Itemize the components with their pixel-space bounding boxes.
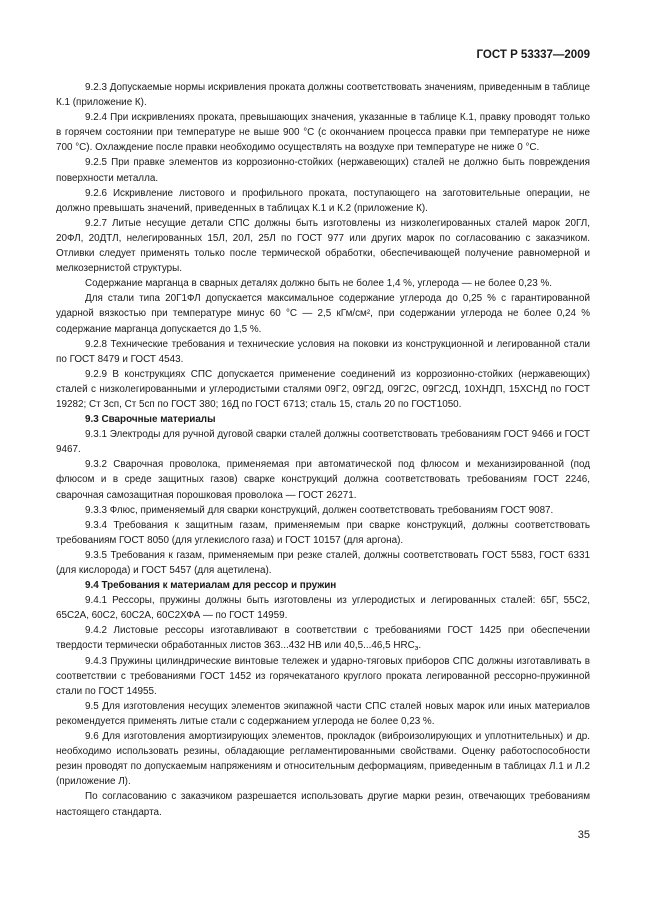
paragraph: 9.3.3 Флюс, применяемый для сварки конструкций, должен соответствовать требованиям ГОСТ 9087. — [85, 504, 554, 516]
paragraph: По согласованию с заказчиком разрешается использовать другие марки резин, отвечающих требованиям настоящего стандарта. — [56, 791, 590, 818]
paragraph: 9.2.8 Технические требования и технические условия на поковки из конструкционной и легированной стали по ГОСТ 8479 и ГОСТ 4543. — [56, 338, 590, 365]
subscript: э — [414, 645, 419, 653]
paragraph: 9.5 Для изготовления несущих элементов экипажной части СПС сталей новых марок или иных материалов рекомендуется применять литые стали с содержанием углерода не более 0,23 %. — [56, 700, 590, 727]
document-header: ГОСТ Р 53337—2009 — [476, 49, 590, 61]
paragraph-tail: . — [418, 640, 422, 652]
paragraph: 9.4.3 Пружины цилиндрические винтовые тележек и ударно-тяговых приборов СПС должны изготавливать в соответствии с требованиями ГОСТ 1452 из горячекатаного круглого проката легированной рессорно-пружинной стали по ГОСТ 14955. — [56, 655, 590, 697]
paragraph: 9.3.2 Сварочная проволока, применяемая при автоматической под флюсом и механизированной (под флюсом и в среде защитных газов) сварке конструкций должна соответствовать требованиям ГОСТ 2246, сварочная самозащитная порошковая проволока — ГОСТ 26271. — [56, 459, 590, 501]
document-body — [56, 80, 590, 820]
section-heading: 9.4 Требования к материалам для рессор и пружин — [85, 580, 337, 592]
paragraph: 9.2.9 В конструкциях СПС допускается применение соединений из коррозионно-стойких (нержавеющих) сталей с низколегированными и углеродистыми сталями 09Г2, 09Г2Д, 09Г2С, 09Г2СД, 10ХНДП, 15ХСНД по ГОСТ 19282; Ст 3сп, Ст 5сп по ГОСТ 380; 16Д по ГОСТ 6713; сталь 15, сталь 20 по ГОСТ1050. — [56, 368, 590, 410]
paragraph: Для стали типа 20Г1ФЛ допускается максимальное содержание углерода до 0,25 % с гарантированной ударной вязкостью при температуре минус 60 °С — 2,5 кГм/см², при содержании углерода не более 0,24 % содержание марганца допускается до 1,5 %. — [56, 293, 590, 335]
paragraph: 9.3.1 Электроды для ручной дуговой сварки сталей должны соответствовать требованиям ГОСТ 9466 и ГОСТ 9467. — [56, 429, 590, 456]
page-number: 35 — [577, 829, 590, 841]
paragraph — [56, 623, 590, 653]
paragraph: Содержание марганца в сварных деталях должно быть не более 1,4 %, углерода — не более 0,23 %. — [85, 278, 553, 290]
paragraph: 9.2.6 Искривление листового и профильного проката, поступающего на заготовительные операции, не должно превышать значений, приведенных в таблицах К.1 и К.2 (приложение К). — [56, 187, 590, 214]
paragraph: 9.4.1 Рессоры, пружины должны быть изготовлены из углеродистых и легированных сталей: 65Г, 55С2, 65С2А, 60С2, 60С2А, 60С2ХФА — по ГОСТ 14959. — [56, 595, 590, 622]
paragraph: 9.6 Для изготовления амортизирующих элементов, прокладок (виброизолирующих и уплотнительных) и др. необходимо использовать резины, обладающие регламентированными свойствами. Оценку работоспособности резин проводят по допускаемым напряжениям и относительным деформациям, приведенным в таблицах Л.1 и Л.2 (приложение Л). — [56, 731, 590, 788]
paragraph: 9.2.4 При искривлениях проката, превышающих значения, указанные в таблице К.1, правку проводят только в горячем состоянии при температуре не выше 900 °С (с окончанием процесса правки при температуре не ниже 700 °С). Охлаждение после правки необходимо осуществлять на воздухе при температуре не ниже 0 °С. — [56, 112, 590, 154]
paragraph: 9.2.3 Допускаемые нормы искривления проката должны соответствовать значениям, приведенным в таблице К.1 (приложение К). — [56, 82, 590, 109]
paragraph: 9.3.4 Требования к защитным газам, применяемым при сварке конструкций, должны соответствовать требованиям ГОСТ 8050 (для углекислого газа) и ГОСТ 10157 (для аргона). — [56, 519, 590, 546]
section-heading: 9.3 Сварочные материалы — [85, 414, 216, 426]
paragraph: 9.2.7 Литые несущие детали СПС должны быть изготовлены из низколегированных сталей марок 20ГЛ, 20ФЛ, 20ДТЛ, нелегированных 15Л, 20Л, 25Л по ГОСТ 977 или других марок по согласованию с заказчиком. Отливки следует применять только после термической обработки, обеспечивающей получение равномерной и мелкозернистой структуры. — [56, 217, 590, 275]
paragraph: 9.3.5 Требования к газам, применяемым при резке сталей, должны соответствовать ГОСТ 5583, ГОСТ 6331 (для кислорода) и ГОСТ 5457 (для ацетилена). — [56, 549, 590, 576]
paragraph: 9.2.5 При правке элементов из коррозионно-стойких (нержавеющих) сталей не должно быть повреждения поверхности металла. — [56, 157, 590, 184]
paragraph-text: 9.4.2 Листовые рессоры изготавливают в соответствии с требованиями ГОСТ 1425 при обеспечении твердости термически обработанных листов 363...432 НВ или 40,5...46,5 HRC — [56, 625, 590, 652]
